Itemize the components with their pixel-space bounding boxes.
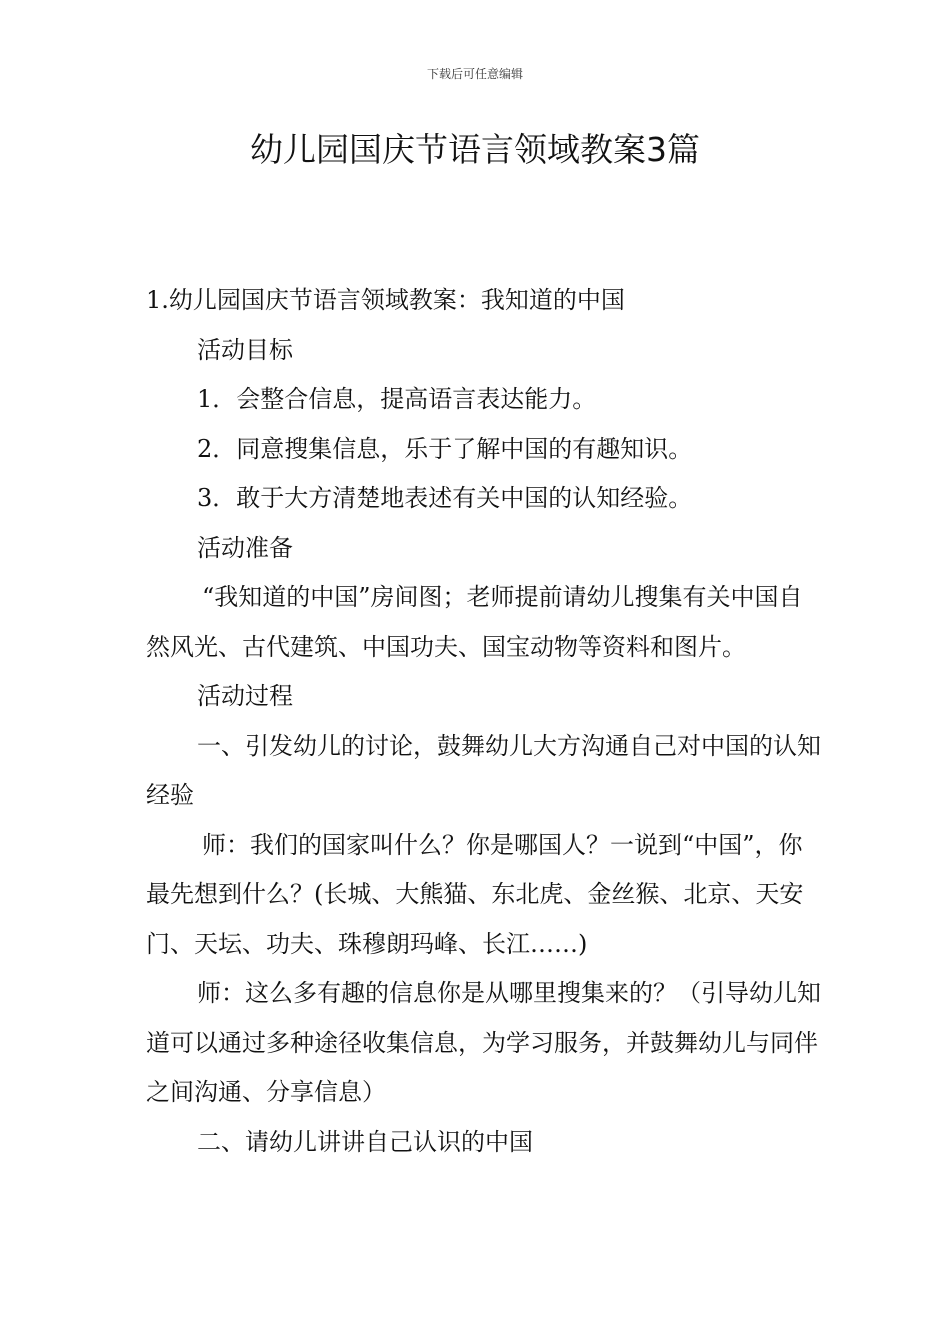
- page-header-note: 下载后可任意编辑: [426, 67, 523, 81]
- goal-item-1: 1．会整合信息，提高语言表达能力。: [197, 385, 597, 413]
- subheading-activity-process: 活动过程: [197, 682, 293, 710]
- section-heading: 1.幼儿园国庆节语言领域教案：我知道的中国: [146, 286, 625, 314]
- document-body: [146, 276, 826, 1167]
- goal-item-3: 3．敢于大方清楚地表述有关中国的认知经验。: [197, 484, 693, 512]
- subheading-activity-goals: 活动目标: [197, 335, 293, 364]
- teacher-dialogue-1: 师：我们的国家叫什么？你是哪国人？一说到“中国”，你最先想到什么？(长城、大熊猫、东北虎、金丝猴、北京、天安门、天坛、功夫、珠穆朗玛峰、长江……): [146, 830, 804, 958]
- teacher-dialogue-2: 师：这么多有趣的信息你是从哪里搜集来的？（引导幼儿知道可以通过多种途径收集信息，为学习服务，并鼓舞幼儿与同伴之间沟通、分享信息）: [146, 979, 821, 1106]
- subheading-activity-preparation: 活动准备: [197, 533, 293, 562]
- preparation-paragraph: “我知道的中国”房间图；老师提前请幼儿搜集有关中国自然风光、古代建筑、中国功夫、国宝动物等资料和图片。: [146, 583, 803, 661]
- process-step-2: 二、请幼儿讲讲自己认识的中国: [197, 1127, 533, 1156]
- document-title: 幼儿园国庆节语言领域教案3篇: [250, 130, 700, 169]
- process-step-1: 一、引发幼儿的讨论，鼓舞幼儿大方沟通自己对中国的认知经验: [146, 731, 821, 809]
- goal-item-2: 2．同意搜集信息，乐于了解中国的有趣知识。: [197, 434, 693, 463]
